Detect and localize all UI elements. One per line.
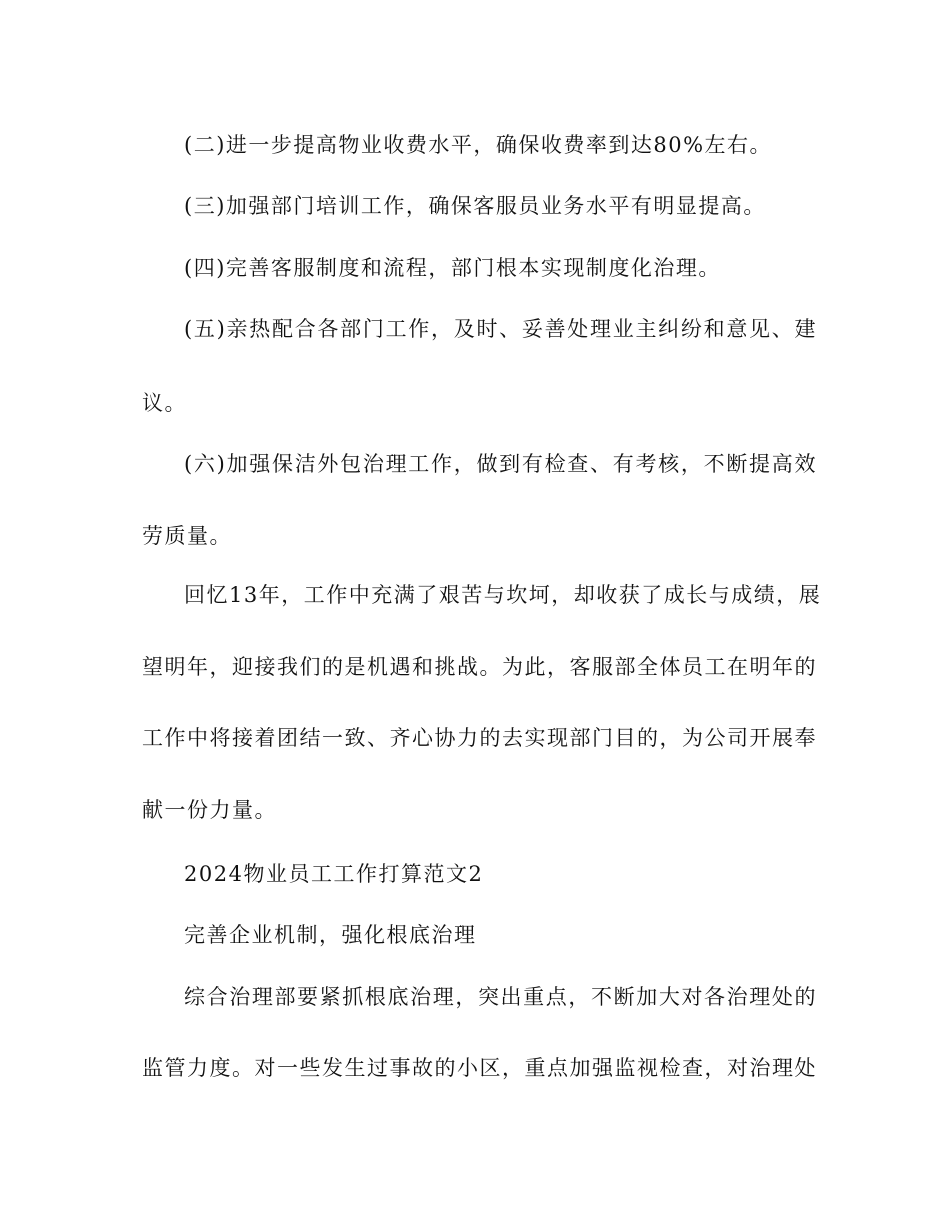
paragraph-line: 工作中将接着团结一致、齐心协力的去实现部门目的，为公司开展奉 [142, 726, 817, 750]
paragraph-line: (四)完善客服制度和流程，部门根本实现制度化治理。 [184, 256, 721, 280]
paragraph-line: 回忆13年，工作中充满了艰苦与坎坷，却收获了成长与成绩，展 [184, 583, 822, 607]
subsection-heading: 完善企业机制，强化根底治理 [184, 923, 477, 947]
paragraph-line: 监管力度。对一些发生过事故的小区，重点加强监视检查，对治理处 [142, 1056, 817, 1080]
paragraph-line: (二)进一步提高物业收费水平，确保收费率到达80%左右。 [184, 133, 773, 157]
paragraph-line: (三)加强部门培训工作，确保客服员业务水平有明显提高。 [184, 194, 766, 218]
section-heading: 2024物业员工工作打算范文2 [184, 862, 484, 886]
paragraph-line: (六)加强保洁外包治理工作，做到有检查、有考核，不断提高效 [184, 452, 817, 476]
paragraph-line: (五)亲热配合各部门工作，及时、妥善处理业主纠纷和意见、建 [184, 317, 817, 341]
paragraph-line: 劳质量。 [142, 524, 232, 548]
paragraph-line: 综合治理部要紧抓根底治理，突出重点，不断加大对各治理处的 [184, 985, 817, 1009]
paragraph-line: 望明年，迎接我们的是机遇和挑战。为此，客服部全体员工在明年的 [142, 655, 817, 679]
paragraph-line: 议。 [142, 391, 187, 415]
paragraph-line: 献一份力量。 [142, 798, 277, 822]
